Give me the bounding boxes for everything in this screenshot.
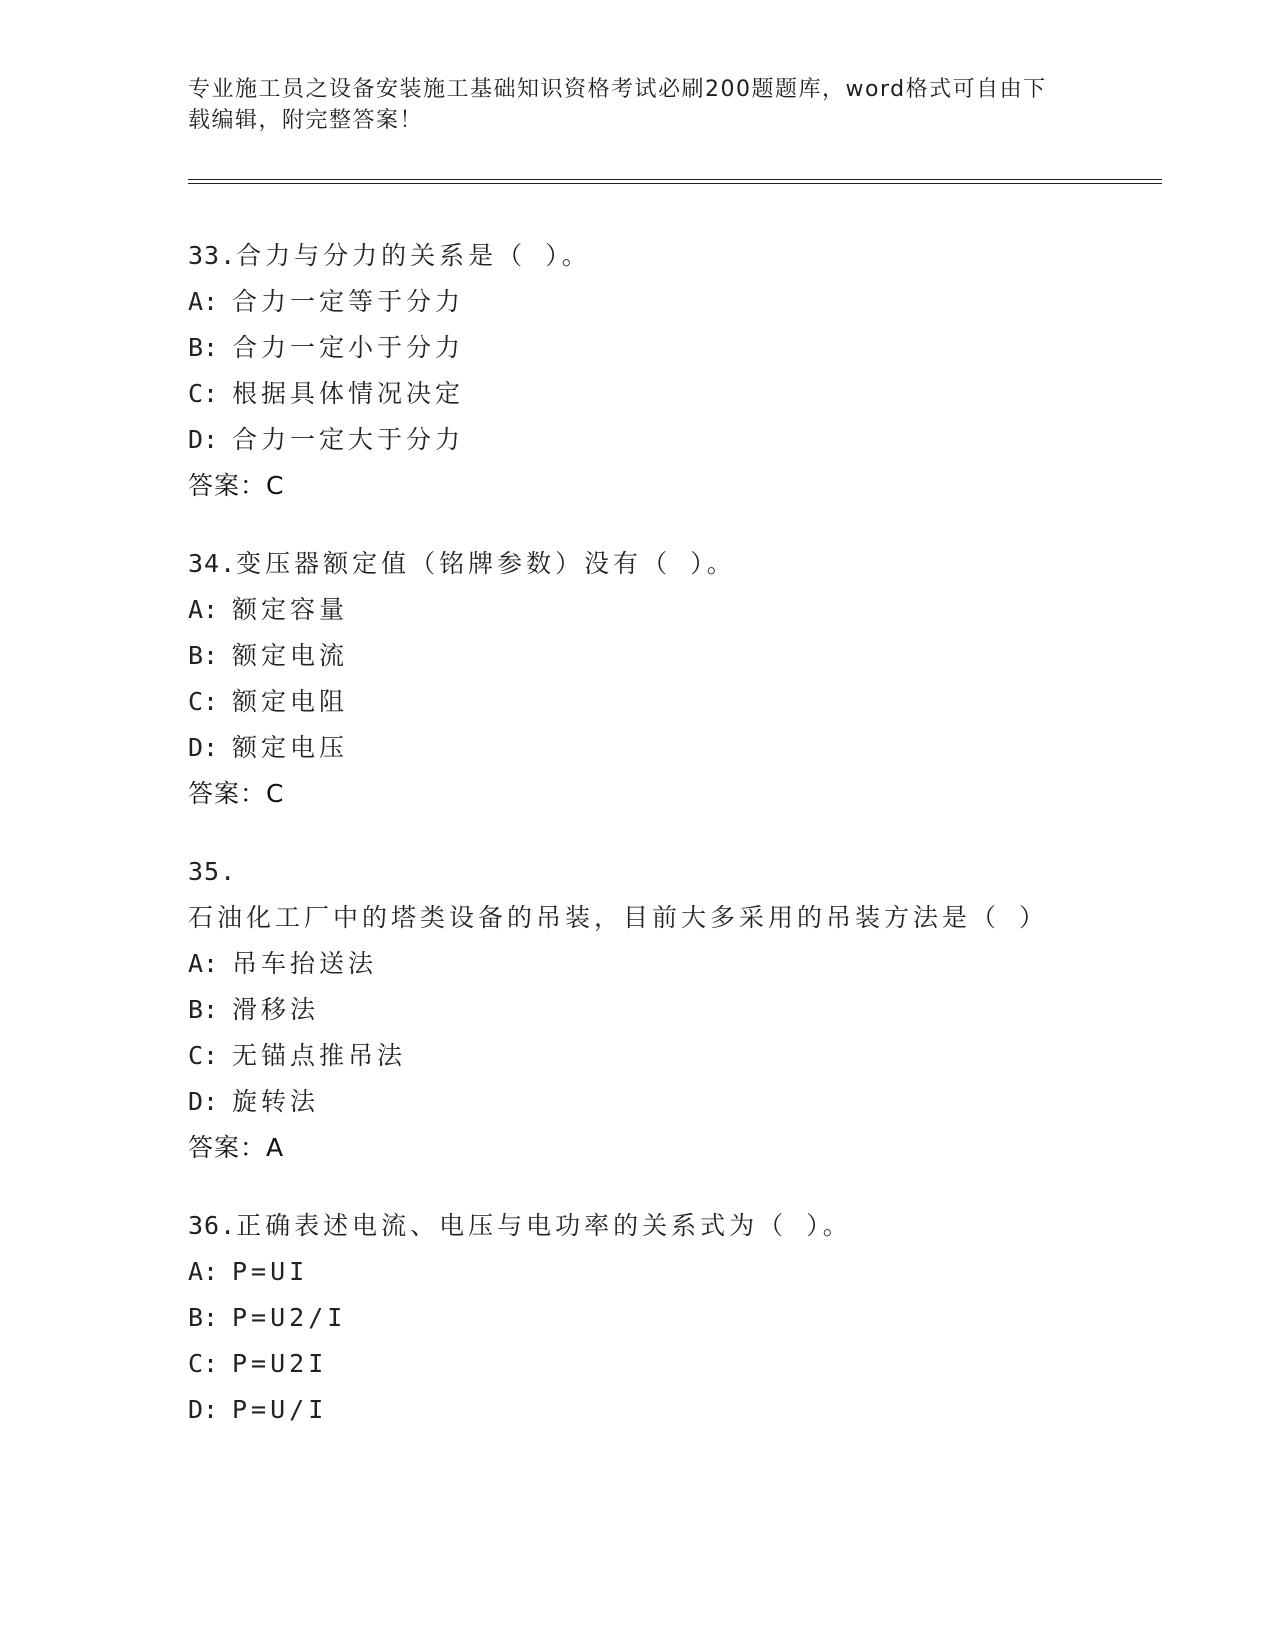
option-letter: C: xyxy=(188,1349,219,1378)
option-text: 无锚点推吊法 xyxy=(232,1041,407,1070)
option-b xyxy=(188,987,1088,1033)
option-text: 额定电压 xyxy=(232,733,349,762)
question-list xyxy=(188,233,1088,1465)
option-text: 额定电流 xyxy=(232,641,349,670)
option-letter: D: xyxy=(188,1087,219,1116)
answer-line: 答案：C xyxy=(188,779,285,808)
option-text: 合力一定大于分力 xyxy=(232,425,465,454)
question-text: 正确表述电流、电压与电功率的关系式为（ ）。 xyxy=(236,1211,852,1240)
option-b xyxy=(188,1295,1088,1341)
question-35 xyxy=(188,849,1088,1171)
option-c xyxy=(188,371,1088,417)
option-c xyxy=(188,1341,1088,1387)
document-header xyxy=(188,74,1068,136)
option-text: 合力一定小于分力 xyxy=(232,333,465,362)
option-letter: D: xyxy=(188,1395,219,1424)
option-a xyxy=(188,279,1088,325)
option-letter: B: xyxy=(188,995,219,1024)
question-stem xyxy=(188,1203,1088,1249)
answer-line: 答案：C xyxy=(188,471,285,500)
option-letter: D: xyxy=(188,733,219,762)
option-a xyxy=(188,941,1088,987)
option-letter: A: xyxy=(188,1257,219,1286)
option-a xyxy=(188,587,1088,633)
question-stem xyxy=(188,233,1088,279)
option-letter: A: xyxy=(188,595,219,624)
question-number: 35. xyxy=(188,857,237,886)
question-36 xyxy=(188,1203,1088,1433)
option-letter: A: xyxy=(188,949,219,978)
question-stem xyxy=(188,541,1088,587)
option-text: 根据具体情况决定 xyxy=(232,379,465,408)
option-a xyxy=(188,1249,1088,1295)
option-text: P=U/I xyxy=(232,1395,328,1424)
option-d xyxy=(188,1387,1088,1433)
option-letter: D: xyxy=(188,425,219,454)
option-text: P=U2/I xyxy=(232,1303,347,1332)
question-text: 石油化工厂中的塔类设备的吊装，目前大多采用的吊装方法是（ ） xyxy=(188,903,1049,932)
option-c xyxy=(188,679,1088,725)
question-number: 36. xyxy=(188,1211,237,1240)
option-text: 额定容量 xyxy=(232,595,349,624)
option-d xyxy=(188,725,1088,771)
question-34 xyxy=(188,541,1088,817)
option-letter: C: xyxy=(188,687,219,716)
question-text: 合力与分力的关系是（ ）。 xyxy=(236,241,591,270)
option-letter: A: xyxy=(188,287,219,316)
question-number: 33. xyxy=(188,241,237,270)
option-text: 滑移法 xyxy=(232,995,320,1024)
option-text: 合力一定等于分力 xyxy=(232,287,465,316)
question-33 xyxy=(188,233,1088,509)
option-letter: C: xyxy=(188,1041,219,1070)
option-d xyxy=(188,1079,1088,1125)
option-letter: C: xyxy=(188,379,219,408)
option-b xyxy=(188,325,1088,371)
option-b xyxy=(188,633,1088,679)
option-text: P=U2I xyxy=(232,1349,328,1378)
option-text: 额定电阻 xyxy=(232,687,349,716)
header-divider xyxy=(188,179,1162,184)
option-letter: B: xyxy=(188,641,219,670)
question-text: 变压器额定值（铭牌参数）没有（ ）。 xyxy=(236,549,736,578)
question-stem xyxy=(188,849,1088,941)
option-text: P=UI xyxy=(232,1257,309,1286)
option-letter: B: xyxy=(188,333,219,362)
option-letter: B: xyxy=(188,1303,219,1332)
answer-line: 答案：A xyxy=(188,1133,285,1162)
document-title: 专业施工员之设备安装施工基础知识资格考试必刷200题题库，word格式可自由下载编辑，附完整答案！ xyxy=(188,77,1047,133)
option-text: 吊车抬送法 xyxy=(232,949,378,978)
option-d xyxy=(188,417,1088,463)
option-c xyxy=(188,1033,1088,1079)
option-text: 旋转法 xyxy=(232,1087,320,1116)
question-number: 34. xyxy=(188,549,237,578)
